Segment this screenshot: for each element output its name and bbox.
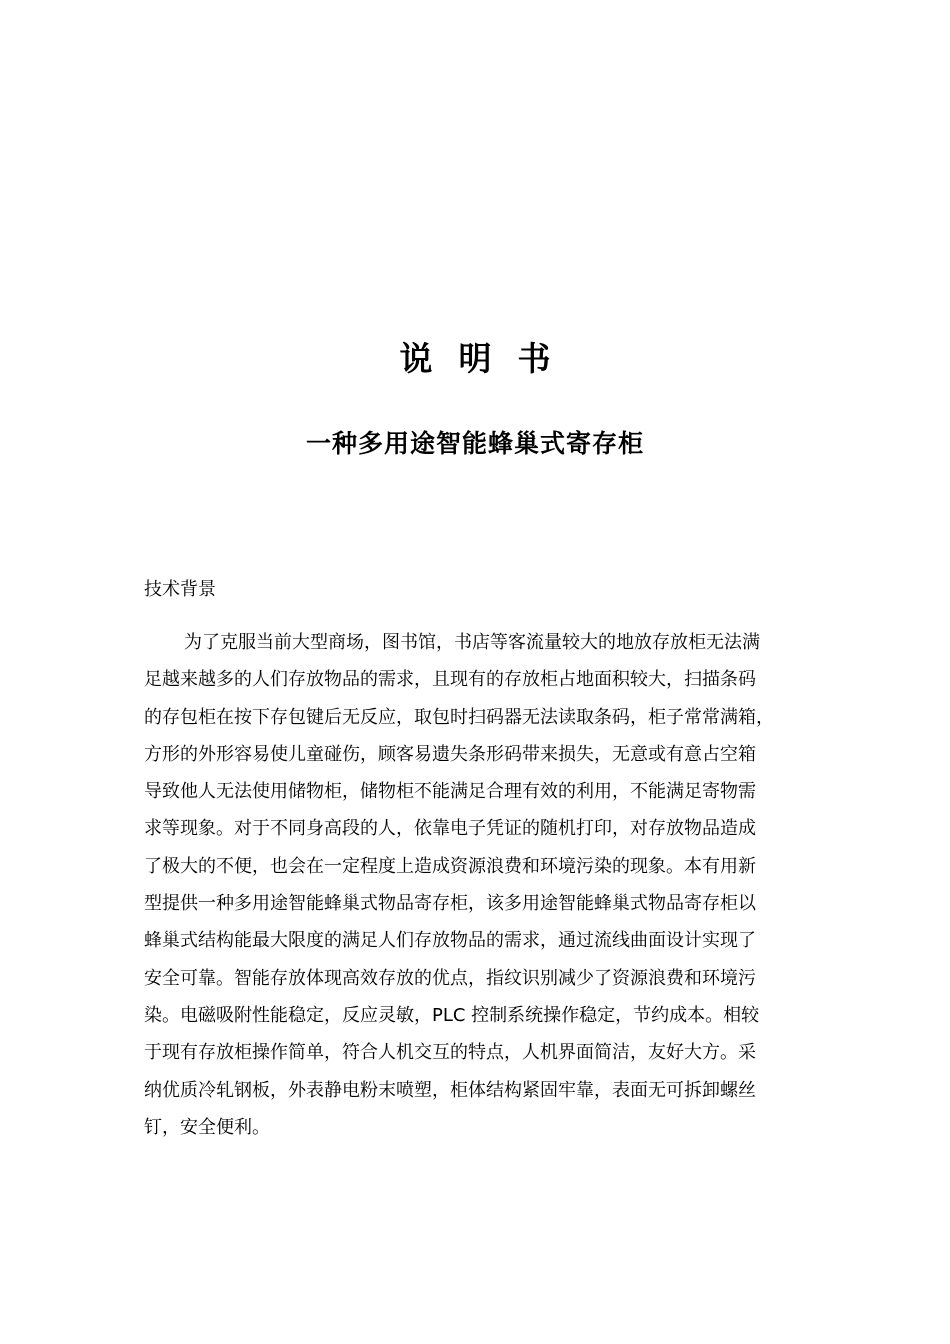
paragraph-line: 为了克服当前大型商场，图书馆，书店等客流量较大的地放存放柜无法满 (184, 632, 760, 653)
paragraph-line: 纳优质冷轧钢板，外表静电粉末喷塑，柜体结构紧固牢靠，表面无可拆卸螺丝 (144, 1079, 756, 1101)
document-subtitle: 一种多用途智能蜂巢式寄存柜 (305, 429, 644, 458)
paragraph-line: 方形的外形容易使儿童碰伤，顾客易遗失条形码带来损失，无意或有意占空箱 (144, 743, 756, 765)
paragraph-line: 蜂巢式结构能最大限度的满足人们存放物品的需求，通过流线曲面设计实现了 (144, 930, 756, 952)
paragraph-line: 染。电磁吸附性能稳定，反应灵敏，PLC 控制系统操作稳定，节约成本。相较 (144, 1004, 760, 1026)
paragraph-line: 了极大的不便，也会在一定程度上造成资源浪费和环境污染的现象。本有用新 (144, 855, 756, 877)
paragraph-line: 钉，安全便利。 (144, 1116, 270, 1138)
paragraph-line: 型提供一种多用途智能蜂巢式物品寄存柜，该多用途智能蜂巢式物品寄存柜以 (144, 893, 756, 915)
paragraph-line: 足越来越多的人们存放物品的需求，且现有的存放柜占地面积较大，扫描条码 (144, 669, 756, 691)
page-title: 说明书 (399, 339, 577, 378)
paragraph-line: 导致他人无法使用储物柜，储物柜不能满足合理有效的利用，不能满足寄物需 (144, 781, 756, 803)
paragraph-line: 于现有存放柜操作简单，符合人机交互的特点，人机界面简洁，友好大方。采 (144, 1042, 756, 1064)
paragraph-line: 的存包柜在按下存包键后无反应，取包时扫码器无法读取条码，柜子常常满箱， (144, 706, 774, 728)
paragraph-line: 安全可靠。智能存放体现高效存放的优点，指纹识别减少了资源浪费和环境污 (144, 967, 756, 989)
paragraph-line: 求等现象。对于不同身高段的人，依靠电子凭证的随机打印，对存放物品造成 (144, 818, 756, 840)
section-heading-technical-background: 技术背景 (144, 579, 216, 600)
body-paragraph (144, 624, 816, 1146)
